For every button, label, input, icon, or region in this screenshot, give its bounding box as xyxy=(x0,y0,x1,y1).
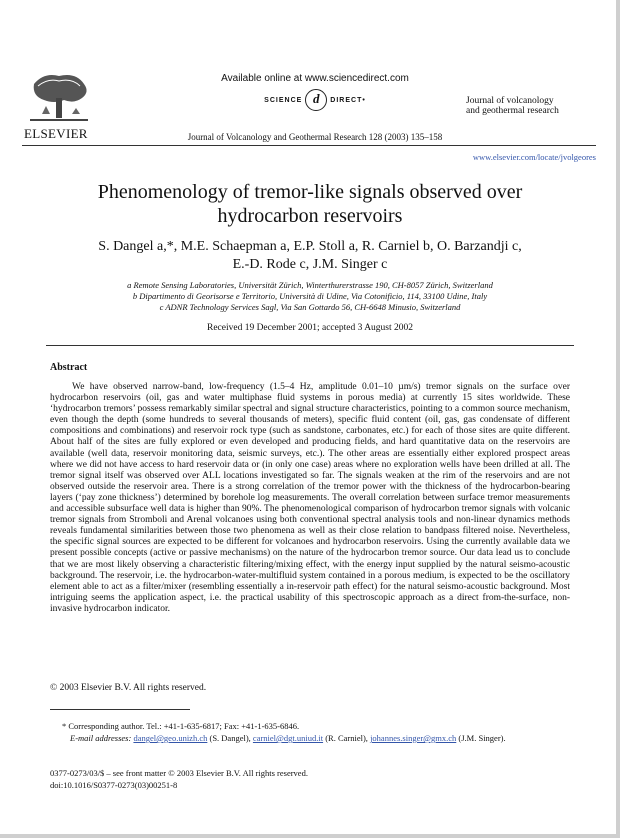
title-line-2: hydrocarbon reservoirs xyxy=(217,205,403,227)
abstract-body xyxy=(50,382,570,615)
corresponding-author: * Corresponding author. Tel.: +41-1-635-6817; Fax: +41-1-635-6846. xyxy=(62,721,300,731)
journal-logo-line2: and geothermal research xyxy=(466,106,559,116)
affiliation-a: a Remote Sensing Laboratories, Universität Zürich, Winterthurerstrasse 190, CH-8057 Zürich, Switzerland xyxy=(127,280,493,290)
journal-citation: Journal of Volcanology and Geothermal Research 128 (2003) 135–158 xyxy=(187,132,443,142)
issn-doi xyxy=(50,767,450,791)
footnote-divider xyxy=(50,709,190,710)
authors-line-2: E.-D. Rode c, J.M. Singer c xyxy=(232,257,388,272)
affiliation-b: b Dipartimento di Georisorse e Territorio, Università di Udine, Via Cotonificio, 114, 33100 Udine, Italy xyxy=(132,291,488,301)
abstract-heading: Abstract xyxy=(50,362,88,373)
email-label: E-mail addresses: xyxy=(70,733,132,743)
publisher-name: ELSEVIER xyxy=(24,126,88,141)
email-who-carniel: (R. Carniel), xyxy=(325,733,368,743)
issn-line: 0377-0273/03/$ – see front matter © 2003 Elsevier B.V. All rights reserved. xyxy=(50,768,308,778)
corresponding-footnote xyxy=(62,720,582,744)
title-line-1: Phenomenology of tremor-like signals observed over xyxy=(97,181,523,203)
sd-left-text: SCIENCE xyxy=(264,96,303,104)
abstract-paragraph: We have observed narrow-band, low-frequency (1.5–4 Hz, amplitude 0.01–10 µm/s) tremor signals on the surface over hydrocarbon reservoirs (oil, gas and water multiphase fluid systems in porous media) at currently 15 sites worldwide. These ‘hydrocarbon tremors’ possess remarkably similar spectral and signal structure characteristics, pointing to a common source mechanism, even though the depth (some hundreds to several thousands of meters), specific fluid content (oil, gas, gas condensate of different compositions and combinations) and reservoir rock type (such as sandstone, carbonates, etc.) for each of those sites are quite different. About half of the sites are fully explored or even developed and producing fields, and hard quantitative data on the reservoirs are available (well data, reservoir monitoring data, seismic surveys, etc.). The other areas are essentially either explored prospect areas where we did not have access to hard reservoir data or (in only one case) areas where no exploration wells have been drilled at all. The tremor signal itself was observed over ALL locations investigated so far. The signals weaken at the rim of the reservoirs and are not observed outside the reservoir area. There is a strong correlation of the tremor power with the thickness of the hydrocarbon-bearing layers (‘pay zone thickness’) determined by borehole log measurements. The overall correlation between surface tremor measurements and accessible subsurface well data is higher than 90%. The phenomenological comparison of hydrocarbon tremor signals with volcanic tremor signals from Stromboli and Arenal volcanoes using both conventional spectral analysis tools and non-linear dynamics methods reveals fundamental similarities between those two phenomena as well as their close relation to bandpass filtered noise. Nevertheless, the specific signal sources are expected to be different for volcanoes and hydrocarbon reservoirs. Using the currently available data we present possible concepts (active or passive mechanisms) on the nature of the hydrocarbon tremor source. Our data lead us to conclude that we are most likely observing a characteristic filtering/mixing effect, with the energy input supplied by the natural seismo-acoustic background. The reservoir, i.e. the hydrocarbon-water-multifluid system contained in a porous medium, is expected to be the oscillatory element able to act as a filter/mixer (resembling essentially a in-reservoir path effect) for the natural seismo-acoustic background. Most intriguing seems the application aspect, i.e. the practical usability of this spectroscopic approach as a direct from-the-surface, non-invasive hydrocarbon indicator. xyxy=(50,382,570,614)
header-divider xyxy=(22,145,596,146)
journal-url-link[interactable]: www.elsevier.com/locate/jvolgeores xyxy=(472,152,596,162)
abstract-divider xyxy=(46,345,574,346)
copyright-notice: © 2003 Elsevier B.V. All rights reserved. xyxy=(50,683,207,693)
journal-logo xyxy=(466,96,586,116)
email-link-singer[interactable]: johannes.singer@gmx.ch xyxy=(370,733,457,743)
email-who-dangel: (S. Dangel), xyxy=(209,733,251,743)
email-who-singer: (J.M. Singer). xyxy=(458,733,506,743)
email-line xyxy=(62,732,582,744)
received-dates: Received 19 December 2001; accepted 3 August 2002 xyxy=(206,323,414,333)
sd-right-text: DIRECT xyxy=(330,96,363,104)
email-link-dangel[interactable]: dangel@geo.unizh.ch xyxy=(133,733,208,743)
affiliation-c: c ADNR Technology Services Sagl, Via San Gottardo 56, CH-6648 Minusio, Switzerland xyxy=(159,302,461,312)
author-list xyxy=(40,238,580,274)
sciencedirect-logo-icon[interactable]: SCIENCE d DIRECT • xyxy=(210,89,420,111)
journal-logo-line1: Journal of volcanology xyxy=(466,96,554,106)
email-link-carniel[interactable]: carniel@dgt.uniud.it xyxy=(252,733,324,743)
affiliations xyxy=(60,280,560,313)
authors-line-1: S. Dangel a,*, M.E. Schaepman a, E.P. Stoll a, R. Carniel b, O. Barzandji c, xyxy=(98,239,522,254)
elsevier-tree-icon xyxy=(24,70,94,126)
available-online-text[interactable]: Available online at www.sciencedirect.com xyxy=(221,73,409,84)
sd-mark: d xyxy=(305,89,327,111)
doi-line: doi:10.1016/S0377-0273(03)00251-8 xyxy=(50,780,178,790)
article-title xyxy=(40,180,580,228)
